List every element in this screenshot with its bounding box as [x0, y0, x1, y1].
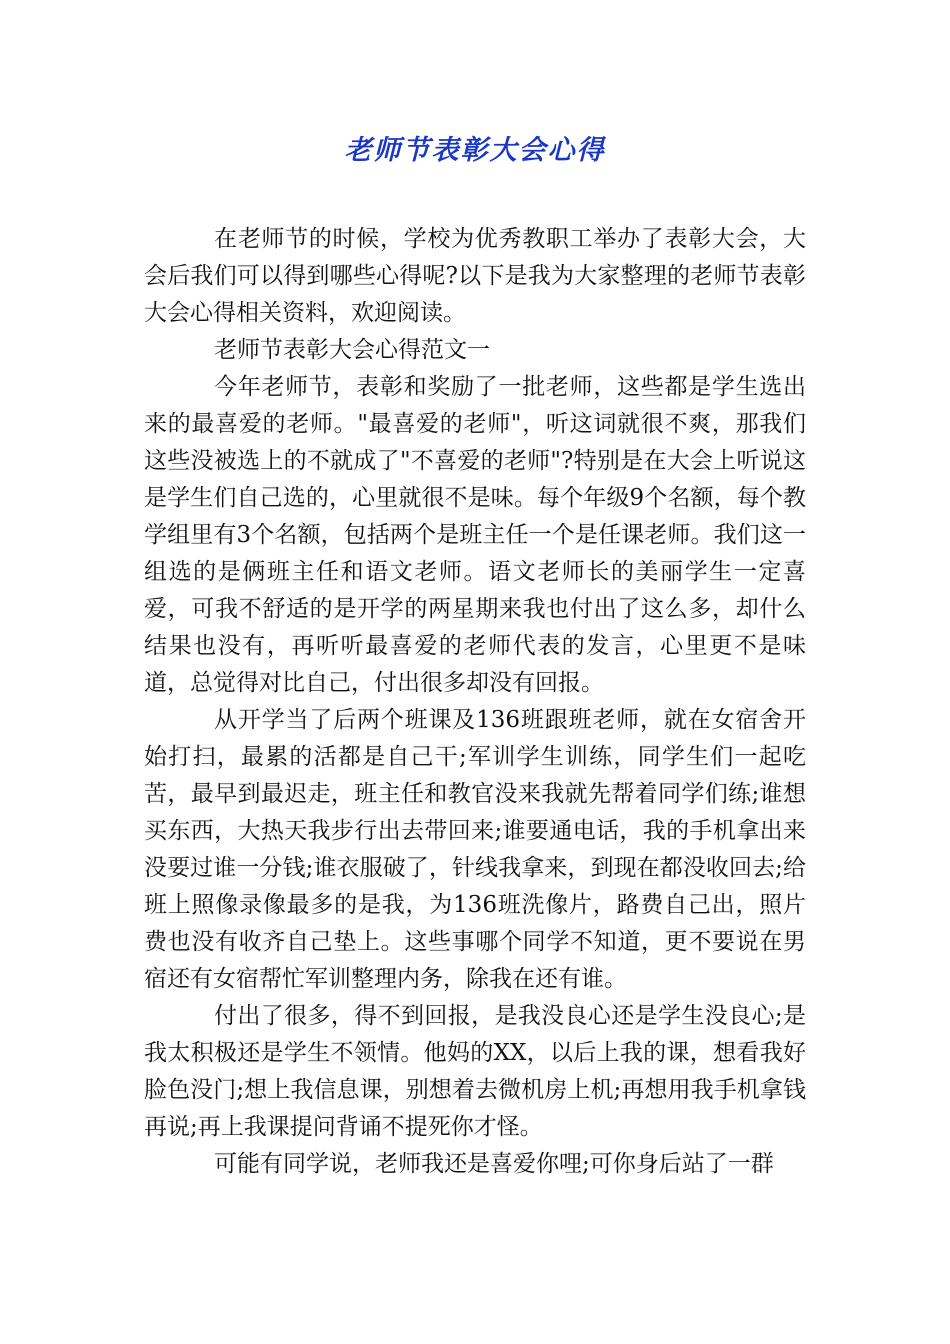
paragraph-intro: 在老师节的时候，学校为优秀教职工举办了表彰大会，大会后我们可以得到哪些心得呢?以下是我为大家整理的老师节表彰大会心得相关资料，欢迎阅读。 — [144, 226, 806, 326]
paragraph-body-3: 付出了很多，得不到回报，是我没良心还是学生没良心;是我太积极还是学生不领情。他妈的XX，以后上我的课，想看我好脸色没门;想上我信息课，别想着去微机房上机;再想用我手机拿钱再说;再上我课提问背诵不提死你才怪。 — [144, 1003, 806, 1140]
paragraph-body-2: 从开学当了后两个班课及136班跟班老师，就在女宿舍开始打扫，最累的活都是自己干;军训学生训练，同学生们一起吃苦，最早到最迟走，班主任和教官没来我就先帮着同学们练;谁想买东西，大热天我步行出去带回来;谁要通电话，我的手机拿出来没要过谁一分钱;谁衣服破了，针线我拿来，到现在都没收回去;给班上照像录像最多的是我，为136班洗像片，路费自己出，照片费也没有收齐自己垫上。这些事哪个同学不知道，更不要说在男宿还有女宿帮忙军训整理内务，除我在还有谁。 — [144, 707, 806, 992]
document-body — [144, 221, 806, 1183]
paragraph-subheading: 老师节表彰大会心得范文一 — [214, 337, 490, 363]
paragraph-body-4: 可能有同学说，老师我还是喜爱你哩;可你身后站了一群 — [214, 1151, 774, 1177]
paragraph-body-1: 今年老师节，表彰和奖励了一批老师，这些都是学生选出来的最喜爱的老师。"最喜爱的老师"，听这词就很不爽，那我们这些没被选上的不就成了"不喜爱的老师"?特别是在大会上听说这是学生们自己选的，心里就很不是味。每个年级9个名额，每个教学组里有3个名额，包括两个是班主任一个是任课老师。我们这一组选的是俩班主任和语文老师。语文老师长的美丽学生一定喜爱，可我不舒适的是开学的两星期来我也付出了这么多，却什么结果也没有，再听听最喜爱的老师代表的发言，心里更不是味道，总觉得对比自己，付出很多却没有回报。 — [144, 374, 806, 696]
document-title: 老师节表彰大会心得 — [344, 135, 606, 166]
